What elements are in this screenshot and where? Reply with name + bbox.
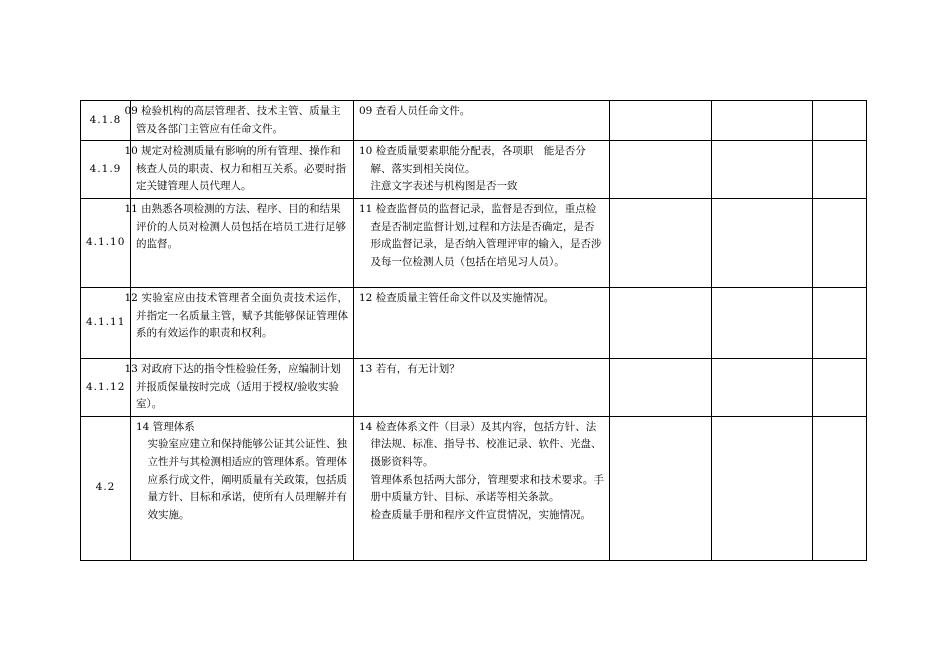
check-line: 注意文字表述与机构图是否一致 — [370, 180, 518, 193]
empty-cell — [610, 141, 712, 199]
audit-checklist-table — [80, 100, 867, 561]
check-line: 12 检查质量主管任命文件以及实施情况。 — [359, 291, 555, 304]
check-line: 09 查看人员任命文件。 — [359, 105, 471, 117]
requirement-text: 11 由熟悉各项检测的方法、程序、目的和结果评价的人员对检测人员包括在培员工进行足够的监督。 — [131, 198, 354, 287]
empty-cell — [610, 198, 712, 287]
check-method — [354, 287, 610, 358]
empty-cell — [813, 358, 867, 416]
empty-cell — [712, 101, 813, 141]
empty-cell — [610, 416, 712, 560]
empty-cell — [712, 198, 813, 287]
empty-cell — [610, 101, 712, 141]
check-method — [354, 358, 610, 416]
clause-number: 4.1.12 — [81, 358, 131, 416]
empty-cell — [712, 358, 813, 416]
requirement-text: 13 对政府下达的指令性检验任务，应编制计划并报质保量按时完成（适用于授权/验收实验室）。 — [131, 358, 354, 416]
table-row — [81, 101, 867, 141]
requirement-body: 实验室应建立和保持能够公证其公证性、独立性并与其检测相适应的管理体系。管理体应系行成文件，阐明质量有关政策，包括质量方针、目标和承诺，使所有人员理解并有效实施。 — [147, 438, 348, 521]
requirement-text: 10 规定对检测质量有影响的所有管理、操作和核查人员的职责、权力和相互关系。必要时指定关键管理人员代理人。 — [131, 141, 354, 199]
check-method — [354, 198, 610, 287]
requirement-text: 12 实验室应由技术管理者全面负责技术运作，并指定一名质量主管，赋予其能够保证管理体系的有效运作的职责和权利。 — [131, 287, 354, 358]
clause-number: 4.1.10 — [81, 198, 131, 287]
clause-number: 4.1.11 — [81, 287, 131, 358]
requirement-text — [131, 416, 354, 560]
empty-cell — [712, 416, 813, 560]
clause-number: 4.1.9 — [81, 141, 131, 199]
check-line: 13 若有，有无计划？ — [359, 362, 460, 375]
clause-number: 4.1.8 — [81, 101, 131, 141]
empty-cell — [610, 287, 712, 358]
table-row — [81, 198, 867, 287]
check-line: 14 检查体系文件（目录）及其内容，包括方针、法律法规、标准、指导书、校准记录、软件、光盘、摄影资料等。 — [359, 420, 602, 468]
empty-cell — [813, 287, 867, 358]
empty-cell — [712, 141, 813, 199]
empty-cell — [813, 416, 867, 560]
requirement-heading: 14 管理体系 — [136, 420, 195, 433]
empty-cell — [610, 358, 712, 416]
check-method — [354, 101, 610, 141]
empty-cell — [813, 198, 867, 287]
check-method — [354, 416, 610, 560]
check-method — [354, 141, 610, 199]
empty-cell — [813, 141, 867, 199]
table-row — [81, 416, 867, 560]
table-row — [81, 358, 867, 416]
table-row — [81, 141, 867, 199]
check-line: 管理体系包括两大部分，管理要求和技术要求。手册中质量方针、目标、承诺等相关条款。 — [370, 473, 604, 504]
check-line: 检查质量手册和程序文件宣贯情况，实施情况。 — [370, 508, 592, 521]
empty-cell — [712, 287, 813, 358]
check-line: 11 检查监督员的监督记录，监督是否到位，重点检查是否制定监督计划,过程和方法是否确定，是否形成监督记录，是否纳入管理评审的输入，是否涉及每一位检测人员（包括在培见习人员）。 — [359, 202, 602, 268]
clause-number: 4.2 — [81, 416, 131, 560]
empty-cell — [813, 101, 867, 141]
requirement-text: 09 检验机构的高层管理者、技术主管、质量主管及各部门主管应有任命文件。 — [131, 101, 354, 141]
table-row — [81, 287, 867, 358]
check-line: 10 检查质量要素职能分配表，各项职 能是否分解、落实到相关岗位。 — [359, 145, 586, 175]
